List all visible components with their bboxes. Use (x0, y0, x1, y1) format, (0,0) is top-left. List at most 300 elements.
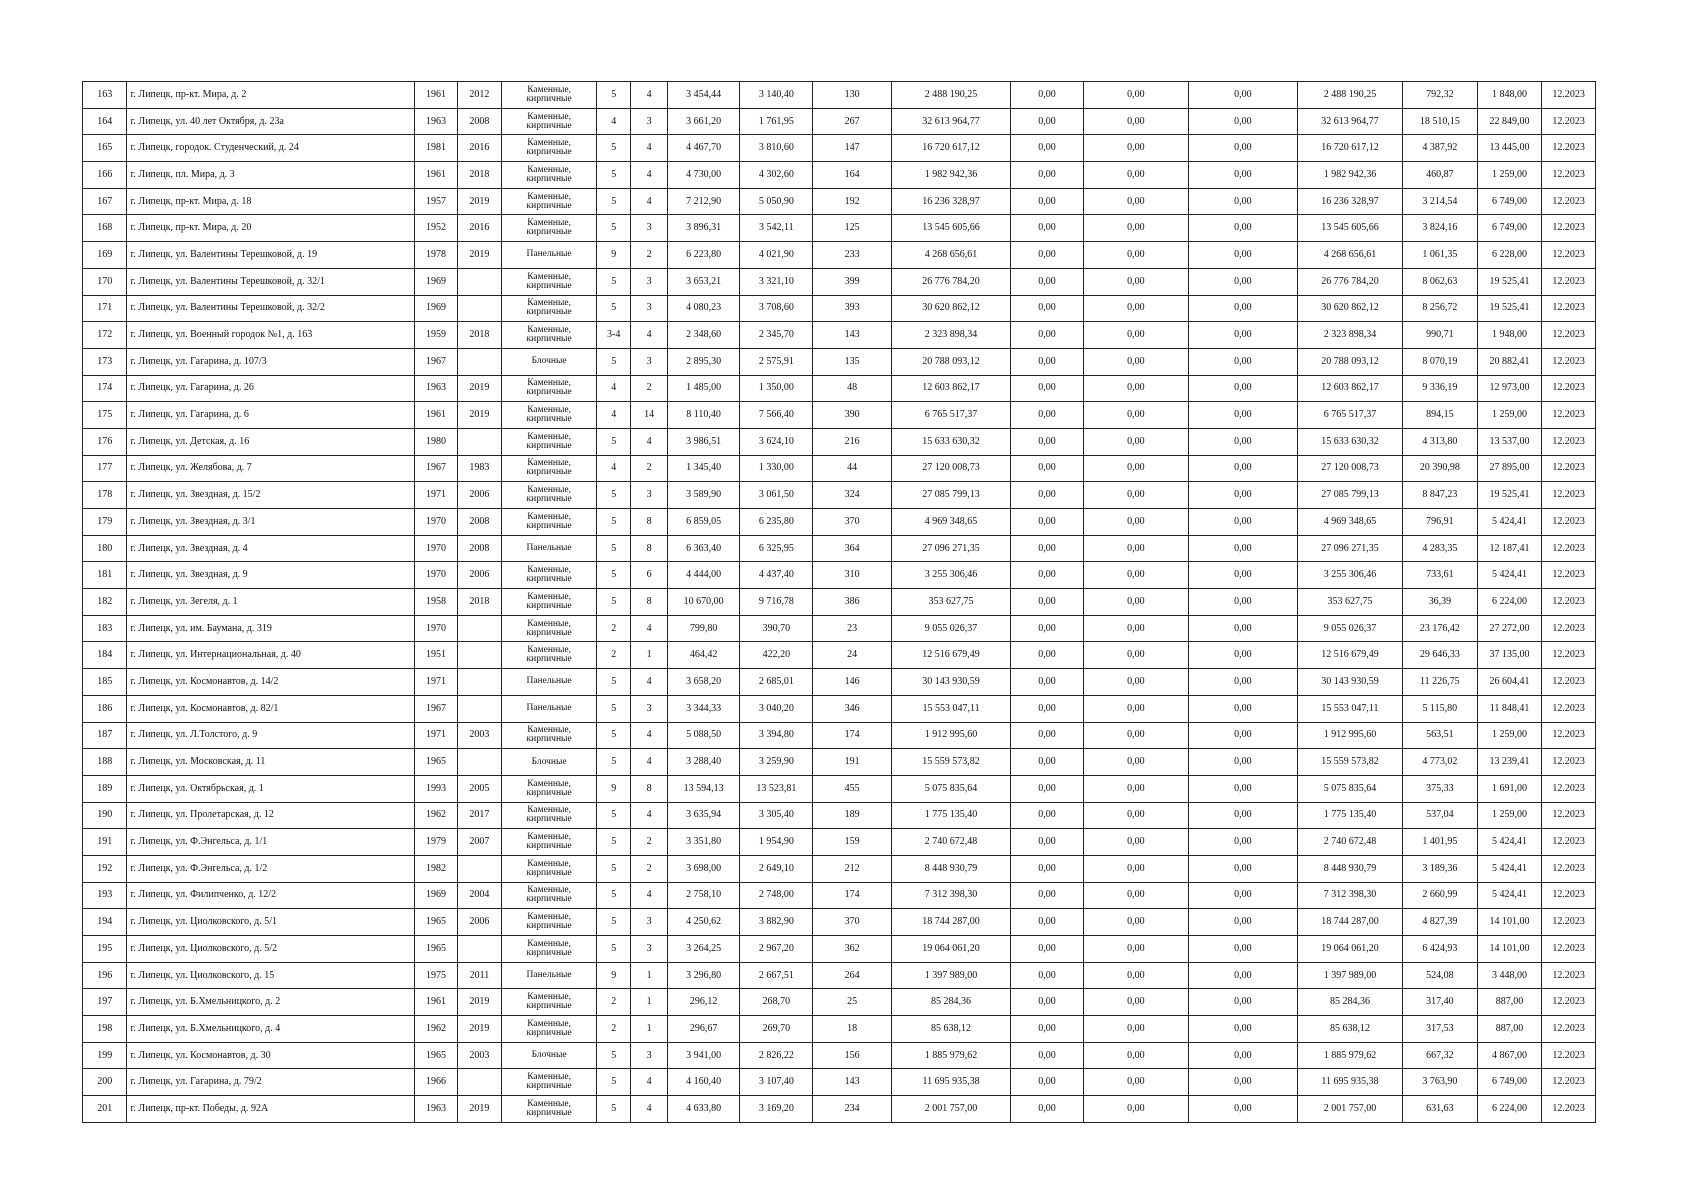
cell-residents: 147 (813, 135, 892, 162)
cell-owner-funds: 1 912 995,60 (1297, 722, 1402, 749)
cell-row-number: 192 (83, 855, 127, 882)
cell-entrances: 2 (631, 375, 667, 402)
cell-build-year: 1963 (415, 108, 457, 135)
cell-last-repair-year: 2019 (457, 1096, 501, 1123)
cell-last-repair-year: 2007 (457, 829, 501, 856)
cell-floors: 5 (597, 1069, 631, 1096)
cell-cost-per-sqm: 460,87 (1402, 162, 1477, 189)
cell-build-year: 1965 (415, 749, 457, 776)
cell-federal-funds: 0,00 (1011, 455, 1084, 482)
cell-local-funds: 0,00 (1188, 295, 1297, 322)
cell-total-area: 4 160,40 (667, 1069, 740, 1096)
cell-build-year: 1971 (415, 482, 457, 509)
cell-local-funds: 0,00 (1188, 989, 1297, 1016)
cell-local-funds: 0,00 (1188, 829, 1297, 856)
cell-planned-completion: 12.2023 (1542, 749, 1596, 776)
cell-entrances: 4 (631, 428, 667, 455)
table-row (83, 936, 1596, 963)
cell-address: г. Липецк, ул. Пролетарская, д. 12 (127, 802, 415, 829)
cell-row-number: 190 (83, 802, 127, 829)
cell-living-area: 3 624,10 (740, 428, 813, 455)
cell-total-area: 5 088,50 (667, 722, 740, 749)
cell-address: г. Липецк, ул. Октябрьская, д. 1 (127, 775, 415, 802)
cell-federal-funds: 0,00 (1011, 375, 1084, 402)
cell-max-cost-per-sqm: 887,00 (1477, 1016, 1542, 1043)
cell-local-funds: 0,00 (1188, 695, 1297, 722)
cell-floors: 5 (597, 268, 631, 295)
cell-last-repair-year: 2016 (457, 135, 501, 162)
cell-total-area: 296,67 (667, 1016, 740, 1043)
cell-owner-funds: 32 613 964,77 (1297, 108, 1402, 135)
cell-floors: 5 (597, 1096, 631, 1123)
cell-wall-material: Каменные, кирпичные (502, 455, 597, 482)
cell-residents: 146 (813, 669, 892, 696)
cell-last-repair-year: 2006 (457, 482, 501, 509)
cell-local-funds: 0,00 (1188, 322, 1297, 349)
cell-max-cost-per-sqm: 19 525,41 (1477, 295, 1542, 322)
cell-living-area: 3 882,90 (740, 909, 813, 936)
cell-residents: 48 (813, 375, 892, 402)
table-row (83, 722, 1596, 749)
cell-floors: 5 (597, 722, 631, 749)
cell-living-area: 9 716,78 (740, 589, 813, 616)
cell-regional-funds: 0,00 (1083, 669, 1188, 696)
cell-max-cost-per-sqm: 6 749,00 (1477, 188, 1542, 215)
cell-total-cost: 16 720 617,12 (891, 135, 1010, 162)
cell-residents: 174 (813, 882, 892, 909)
cell-federal-funds: 0,00 (1011, 509, 1084, 536)
cell-cost-per-sqm: 317,40 (1402, 989, 1477, 1016)
cell-federal-funds: 0,00 (1011, 1069, 1084, 1096)
cell-max-cost-per-sqm: 13 239,41 (1477, 749, 1542, 776)
cell-living-area: 3 107,40 (740, 1069, 813, 1096)
cell-cost-per-sqm: 6 424,93 (1402, 936, 1477, 963)
cell-total-cost: 4 969 348,65 (891, 509, 1010, 536)
table-row (83, 268, 1596, 295)
cell-wall-material: Каменные, кирпичные (502, 989, 597, 1016)
cell-federal-funds: 0,00 (1011, 882, 1084, 909)
cell-owner-funds: 4 969 348,65 (1297, 509, 1402, 536)
cell-floors: 4 (597, 108, 631, 135)
cell-cost-per-sqm: 20 390,98 (1402, 455, 1477, 482)
cell-entrances: 4 (631, 1096, 667, 1123)
cell-entrances: 2 (631, 242, 667, 269)
cell-regional-funds: 0,00 (1083, 295, 1188, 322)
cell-owner-funds: 30 143 930,59 (1297, 669, 1402, 696)
cell-total-cost: 1 885 979,62 (891, 1042, 1010, 1069)
cell-total-cost: 27 096 271,35 (891, 535, 1010, 562)
cell-owner-funds: 16 720 617,12 (1297, 135, 1402, 162)
cell-residents: 23 (813, 615, 892, 642)
cell-entrances: 4 (631, 882, 667, 909)
cell-entrances: 4 (631, 802, 667, 829)
cell-row-number: 169 (83, 242, 127, 269)
cell-federal-funds: 0,00 (1011, 1016, 1084, 1043)
cell-address: г. Липецк, пр-кт. Мира, д. 2 (127, 82, 415, 109)
cell-local-funds: 0,00 (1188, 162, 1297, 189)
cell-row-number: 163 (83, 82, 127, 109)
cell-living-area: 422,20 (740, 642, 813, 669)
cell-residents: 18 (813, 1016, 892, 1043)
cell-living-area: 3 305,40 (740, 802, 813, 829)
cell-wall-material: Каменные, кирпичные (502, 1096, 597, 1123)
cell-living-area: 4 437,40 (740, 562, 813, 589)
cell-address: г. Липецк, ул. Звездная, д. 3/1 (127, 509, 415, 536)
cell-federal-funds: 0,00 (1011, 82, 1084, 109)
cell-owner-funds: 3 255 306,46 (1297, 562, 1402, 589)
cell-build-year: 1962 (415, 1016, 457, 1043)
table-row (83, 1069, 1596, 1096)
cell-last-repair-year (457, 1069, 501, 1096)
cell-local-funds: 0,00 (1188, 135, 1297, 162)
cell-federal-funds: 0,00 (1011, 695, 1084, 722)
cell-regional-funds: 0,00 (1083, 108, 1188, 135)
cell-last-repair-year (457, 936, 501, 963)
cell-max-cost-per-sqm: 1 259,00 (1477, 162, 1542, 189)
cell-wall-material: Каменные, кирпичные (502, 509, 597, 536)
cell-wall-material: Каменные, кирпичные (502, 1016, 597, 1043)
table-row (83, 82, 1596, 109)
cell-entrances: 4 (631, 669, 667, 696)
cell-planned-completion: 12.2023 (1542, 242, 1596, 269)
cell-row-number: 170 (83, 268, 127, 295)
cell-floors: 5 (597, 882, 631, 909)
cell-regional-funds: 0,00 (1083, 402, 1188, 429)
cell-build-year: 1967 (415, 348, 457, 375)
cell-wall-material: Каменные, кирпичные (502, 829, 597, 856)
cell-address: г. Липецк, пр-кт. Мира, д. 20 (127, 215, 415, 242)
cell-row-number: 175 (83, 402, 127, 429)
table-row (83, 108, 1596, 135)
cell-floors: 5 (597, 802, 631, 829)
cell-floors: 9 (597, 242, 631, 269)
cell-residents: 324 (813, 482, 892, 509)
cell-cost-per-sqm: 524,08 (1402, 962, 1477, 989)
cell-owner-funds: 19 064 061,20 (1297, 936, 1402, 963)
table-row (83, 509, 1596, 536)
cell-row-number: 173 (83, 348, 127, 375)
cell-last-repair-year: 2008 (457, 535, 501, 562)
cell-total-area: 3 986,51 (667, 428, 740, 455)
cell-build-year: 1982 (415, 855, 457, 882)
cell-entrances: 6 (631, 562, 667, 589)
cell-local-funds: 0,00 (1188, 775, 1297, 802)
cell-cost-per-sqm: 29 646,33 (1402, 642, 1477, 669)
cell-floors: 2 (597, 989, 631, 1016)
cell-build-year: 1963 (415, 1096, 457, 1123)
cell-federal-funds: 0,00 (1011, 268, 1084, 295)
cell-total-cost: 30 620 862,12 (891, 295, 1010, 322)
cell-planned-completion: 12.2023 (1542, 535, 1596, 562)
cell-living-area: 3 394,80 (740, 722, 813, 749)
cell-residents: 191 (813, 749, 892, 776)
cell-wall-material: Блочные (502, 1042, 597, 1069)
cell-total-area: 3 264,25 (667, 936, 740, 963)
cell-build-year: 1979 (415, 829, 457, 856)
cell-entrances: 1 (631, 1016, 667, 1043)
cell-total-area: 8 110,40 (667, 402, 740, 429)
cell-planned-completion: 12.2023 (1542, 562, 1596, 589)
cell-residents: 386 (813, 589, 892, 616)
cell-federal-funds: 0,00 (1011, 562, 1084, 589)
table-row (83, 989, 1596, 1016)
cell-row-number: 191 (83, 829, 127, 856)
cell-regional-funds: 0,00 (1083, 909, 1188, 936)
cell-total-cost: 16 236 328,97 (891, 188, 1010, 215)
cell-total-cost: 15 553 047,11 (891, 695, 1010, 722)
cell-address: г. Липецк, ул. Интернациональная, д. 40 (127, 642, 415, 669)
cell-build-year: 1967 (415, 695, 457, 722)
cell-cost-per-sqm: 4 313,80 (1402, 428, 1477, 455)
cell-residents: 212 (813, 855, 892, 882)
cell-total-area: 6 363,40 (667, 535, 740, 562)
housing-repair-table (82, 81, 1596, 1123)
cell-federal-funds: 0,00 (1011, 135, 1084, 162)
cell-residents: 174 (813, 722, 892, 749)
cell-planned-completion: 12.2023 (1542, 695, 1596, 722)
cell-local-funds: 0,00 (1188, 882, 1297, 909)
cell-last-repair-year: 2018 (457, 322, 501, 349)
cell-planned-completion: 12.2023 (1542, 135, 1596, 162)
cell-address: г. Липецк, ул. Валентины Терешковой, д. 32/1 (127, 268, 415, 295)
cell-entrances: 8 (631, 589, 667, 616)
cell-local-funds: 0,00 (1188, 936, 1297, 963)
cell-build-year: 1961 (415, 402, 457, 429)
cell-wall-material: Каменные, кирпичные (502, 615, 597, 642)
cell-local-funds: 0,00 (1188, 348, 1297, 375)
cell-build-year: 1970 (415, 509, 457, 536)
cell-total-cost: 1 775 135,40 (891, 802, 1010, 829)
cell-entrances: 8 (631, 535, 667, 562)
cell-owner-funds: 85 638,12 (1297, 1016, 1402, 1043)
cell-total-area: 6 223,80 (667, 242, 740, 269)
cell-federal-funds: 0,00 (1011, 909, 1084, 936)
cell-cost-per-sqm: 23 176,42 (1402, 615, 1477, 642)
cell-federal-funds: 0,00 (1011, 722, 1084, 749)
cell-total-area: 3 661,20 (667, 108, 740, 135)
cell-last-repair-year: 2019 (457, 989, 501, 1016)
cell-row-number: 195 (83, 936, 127, 963)
cell-federal-funds: 0,00 (1011, 615, 1084, 642)
table-row (83, 215, 1596, 242)
cell-floors: 5 (597, 562, 631, 589)
cell-wall-material: Панельные (502, 695, 597, 722)
cell-floors: 4 (597, 375, 631, 402)
cell-total-cost: 32 613 964,77 (891, 108, 1010, 135)
cell-floors: 5 (597, 215, 631, 242)
cell-federal-funds: 0,00 (1011, 188, 1084, 215)
cell-row-number: 189 (83, 775, 127, 802)
cell-max-cost-per-sqm: 14 101,00 (1477, 936, 1542, 963)
cell-residents: 189 (813, 802, 892, 829)
cell-total-area: 3 941,00 (667, 1042, 740, 1069)
cell-address: г. Липецк, ул. Гагарина, д. 6 (127, 402, 415, 429)
cell-planned-completion: 12.2023 (1542, 402, 1596, 429)
cell-cost-per-sqm: 894,15 (1402, 402, 1477, 429)
cell-planned-completion: 12.2023 (1542, 268, 1596, 295)
cell-local-funds: 0,00 (1188, 1069, 1297, 1096)
cell-owner-funds: 20 788 093,12 (1297, 348, 1402, 375)
cell-local-funds: 0,00 (1188, 482, 1297, 509)
cell-owner-funds: 27 096 271,35 (1297, 535, 1402, 562)
cell-regional-funds: 0,00 (1083, 268, 1188, 295)
cell-total-area: 3 344,33 (667, 695, 740, 722)
cell-cost-per-sqm: 5 115,80 (1402, 695, 1477, 722)
cell-address: г. Липецк, ул. Космонавтов, д. 30 (127, 1042, 415, 1069)
cell-regional-funds: 0,00 (1083, 695, 1188, 722)
cell-planned-completion: 12.2023 (1542, 215, 1596, 242)
cell-total-area: 3 351,80 (667, 829, 740, 856)
cell-address: г. Липецк, ул. Гагарина, д. 26 (127, 375, 415, 402)
cell-regional-funds: 0,00 (1083, 989, 1188, 1016)
cell-owner-funds: 18 744 287,00 (1297, 909, 1402, 936)
cell-floors: 3-4 (597, 322, 631, 349)
table-row (83, 1016, 1596, 1043)
cell-entrances: 4 (631, 749, 667, 776)
cell-planned-completion: 12.2023 (1542, 1069, 1596, 1096)
cell-address: г. Липецк, пл. Мира, д. 3 (127, 162, 415, 189)
cell-total-cost: 7 312 398,30 (891, 882, 1010, 909)
cell-total-cost: 18 744 287,00 (891, 909, 1010, 936)
cell-planned-completion: 12.2023 (1542, 455, 1596, 482)
cell-entrances: 3 (631, 695, 667, 722)
cell-federal-funds: 0,00 (1011, 775, 1084, 802)
cell-build-year: 1961 (415, 162, 457, 189)
cell-total-cost: 15 633 630,32 (891, 428, 1010, 455)
cell-last-repair-year: 2003 (457, 722, 501, 749)
cell-row-number: 174 (83, 375, 127, 402)
cell-last-repair-year: 2019 (457, 402, 501, 429)
cell-max-cost-per-sqm: 6 224,00 (1477, 589, 1542, 616)
cell-planned-completion: 12.2023 (1542, 509, 1596, 536)
cell-last-repair-year: 2018 (457, 162, 501, 189)
cell-max-cost-per-sqm: 1 259,00 (1477, 722, 1542, 749)
cell-wall-material: Панельные (502, 962, 597, 989)
cell-residents: 267 (813, 108, 892, 135)
cell-federal-funds: 0,00 (1011, 1096, 1084, 1123)
cell-max-cost-per-sqm: 13 537,00 (1477, 428, 1542, 455)
cell-local-funds: 0,00 (1188, 428, 1297, 455)
cell-federal-funds: 0,00 (1011, 215, 1084, 242)
cell-cost-per-sqm: 1 401,95 (1402, 829, 1477, 856)
cell-cost-per-sqm: 2 660,99 (1402, 882, 1477, 909)
cell-total-area: 3 653,21 (667, 268, 740, 295)
cell-row-number: 176 (83, 428, 127, 455)
cell-build-year: 1967 (415, 455, 457, 482)
cell-address: г. Липецк, ул. Валентины Терешковой, д. 19 (127, 242, 415, 269)
cell-floors: 5 (597, 535, 631, 562)
cell-total-area: 7 212,90 (667, 188, 740, 215)
cell-address: г. Липецк, ул. Желябова, д. 7 (127, 455, 415, 482)
cell-entrances: 8 (631, 775, 667, 802)
cell-address: г. Липецк, ул. Ф.Энгельса, д. 1/2 (127, 855, 415, 882)
cell-living-area: 268,70 (740, 989, 813, 1016)
cell-owner-funds: 27 085 799,13 (1297, 482, 1402, 509)
table-row (83, 749, 1596, 776)
cell-floors: 5 (597, 669, 631, 696)
cell-local-funds: 0,00 (1188, 268, 1297, 295)
cell-cost-per-sqm: 563,51 (1402, 722, 1477, 749)
cell-planned-completion: 12.2023 (1542, 669, 1596, 696)
cell-wall-material: Панельные (502, 242, 597, 269)
cell-last-repair-year (457, 428, 501, 455)
cell-planned-completion: 12.2023 (1542, 936, 1596, 963)
cell-regional-funds: 0,00 (1083, 215, 1188, 242)
cell-federal-funds: 0,00 (1011, 482, 1084, 509)
cell-residents: 135 (813, 348, 892, 375)
cell-owner-funds: 30 620 862,12 (1297, 295, 1402, 322)
cell-entrances: 4 (631, 1069, 667, 1096)
cell-owner-funds: 9 055 026,37 (1297, 615, 1402, 642)
cell-total-area: 4 633,80 (667, 1096, 740, 1123)
cell-total-cost: 6 765 517,37 (891, 402, 1010, 429)
cell-max-cost-per-sqm: 5 424,41 (1477, 855, 1542, 882)
cell-row-number: 180 (83, 535, 127, 562)
cell-row-number: 166 (83, 162, 127, 189)
cell-living-area: 1 954,90 (740, 829, 813, 856)
cell-planned-completion: 12.2023 (1542, 1016, 1596, 1043)
cell-total-area: 13 594,13 (667, 775, 740, 802)
cell-residents: 455 (813, 775, 892, 802)
cell-regional-funds: 0,00 (1083, 962, 1188, 989)
table-row (83, 375, 1596, 402)
cell-max-cost-per-sqm: 5 424,41 (1477, 509, 1542, 536)
cell-cost-per-sqm: 9 336,19 (1402, 375, 1477, 402)
cell-regional-funds: 0,00 (1083, 509, 1188, 536)
cell-total-cost: 85 284,36 (891, 989, 1010, 1016)
cell-address: г. Липецк, ул. Валентины Терешковой, д. 32/2 (127, 295, 415, 322)
table-row (83, 322, 1596, 349)
cell-row-number: 185 (83, 669, 127, 696)
cell-build-year: 1975 (415, 962, 457, 989)
cell-row-number: 194 (83, 909, 127, 936)
cell-wall-material: Каменные, кирпичные (502, 589, 597, 616)
cell-regional-funds: 0,00 (1083, 375, 1188, 402)
cell-floors: 5 (597, 135, 631, 162)
cell-entrances: 1 (631, 962, 667, 989)
cell-build-year: 1951 (415, 642, 457, 669)
cell-max-cost-per-sqm: 1 259,00 (1477, 402, 1542, 429)
cell-entrances: 3 (631, 348, 667, 375)
cell-build-year: 1971 (415, 669, 457, 696)
cell-entrances: 1 (631, 642, 667, 669)
cell-address: г. Липецк, ул. 40 лет Октября, д. 23а (127, 108, 415, 135)
cell-max-cost-per-sqm: 12 973,00 (1477, 375, 1542, 402)
cell-planned-completion: 12.2023 (1542, 295, 1596, 322)
cell-address: г. Липецк, пр-кт. Мира, д. 18 (127, 188, 415, 215)
cell-wall-material: Каменные, кирпичные (502, 482, 597, 509)
cell-owner-funds: 12 603 862,17 (1297, 375, 1402, 402)
cell-owner-funds: 1 982 942,36 (1297, 162, 1402, 189)
cell-last-repair-year (457, 695, 501, 722)
cell-build-year: 1971 (415, 722, 457, 749)
cell-planned-completion: 12.2023 (1542, 802, 1596, 829)
cell-total-area: 3 698,00 (667, 855, 740, 882)
cell-total-cost: 2 323 898,34 (891, 322, 1010, 349)
cell-address: г. Липецк, ул. Б.Хмельницкого, д. 2 (127, 989, 415, 1016)
cell-federal-funds: 0,00 (1011, 829, 1084, 856)
cell-entrances: 14 (631, 402, 667, 429)
table-row (83, 482, 1596, 509)
cell-max-cost-per-sqm: 27 895,00 (1477, 455, 1542, 482)
cell-entrances: 1 (631, 989, 667, 1016)
cell-total-cost: 4 268 656,61 (891, 242, 1010, 269)
cell-living-area: 13 523,81 (740, 775, 813, 802)
table-row (83, 402, 1596, 429)
cell-living-area: 3 061,50 (740, 482, 813, 509)
cell-residents: 264 (813, 962, 892, 989)
cell-row-number: 186 (83, 695, 127, 722)
